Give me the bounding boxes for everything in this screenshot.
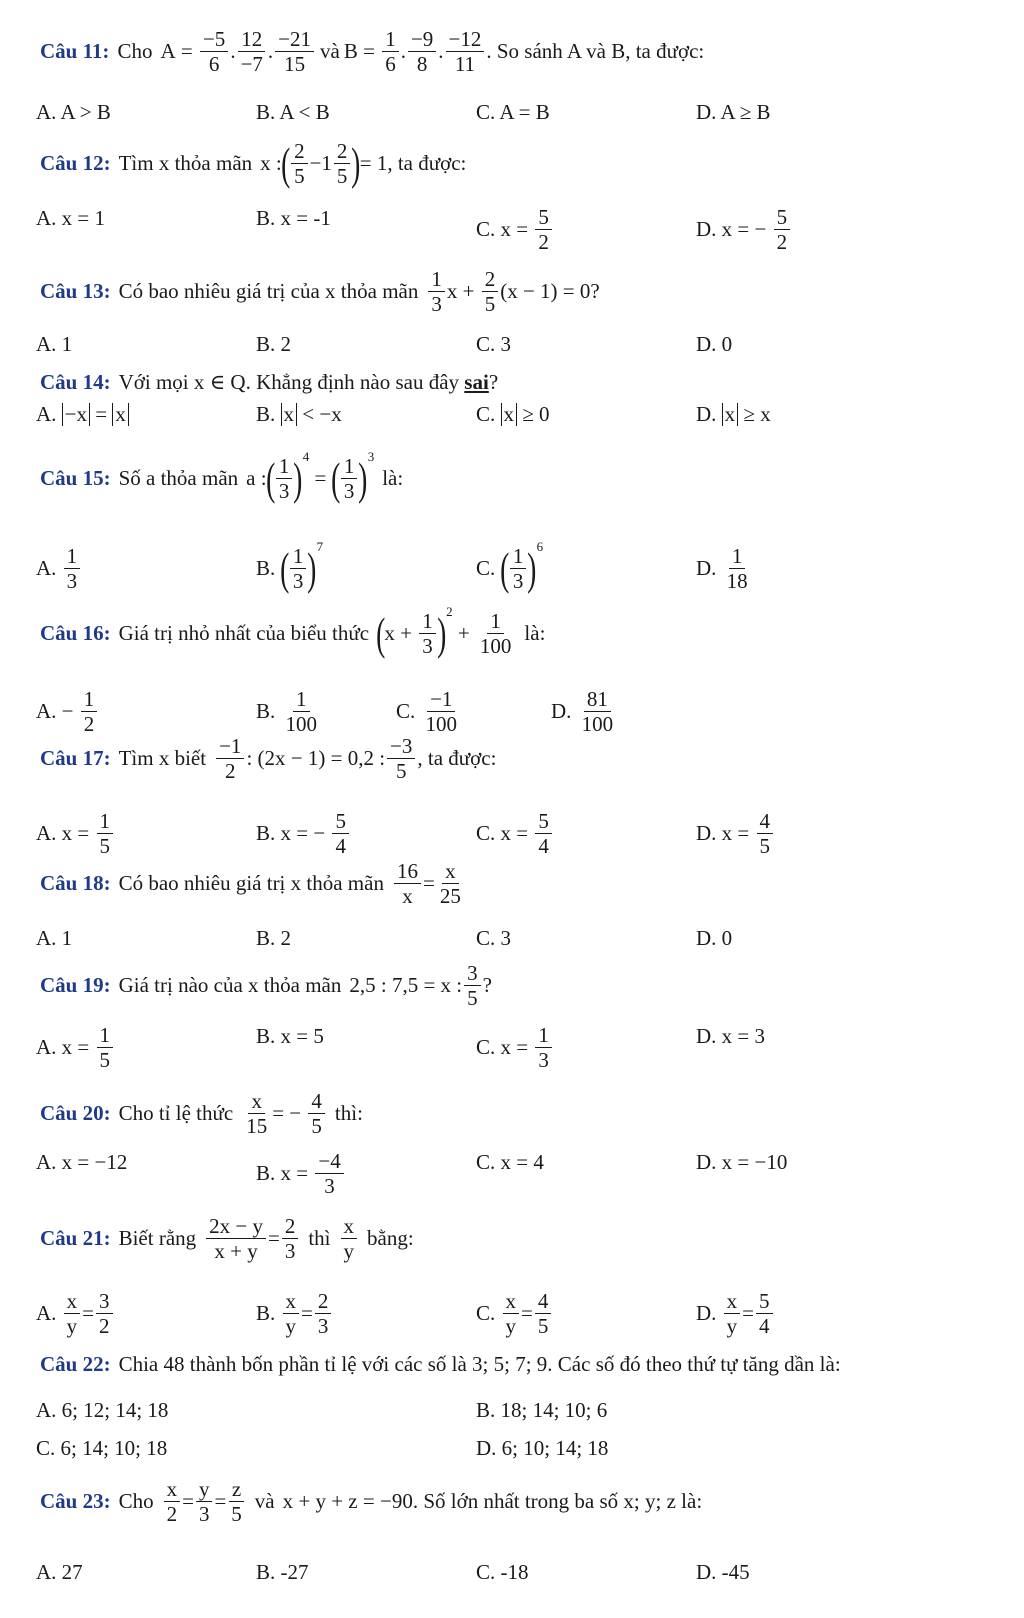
option-b[interactable]: B. x = −4 3: [256, 1150, 346, 1197]
option-c[interactable]: C. -18: [476, 1560, 529, 1584]
option-a[interactable]: A. 6; 12; 14; 18: [36, 1398, 169, 1422]
option-d[interactable]: D. 0: [696, 332, 733, 356]
emphasis: sai: [464, 370, 489, 394]
option-b[interactable]: B. x < −x: [256, 402, 342, 427]
option-a[interactable]: A. −x = x: [36, 402, 129, 427]
option-d[interactable]: D. x = −10: [696, 1150, 788, 1174]
question-19: Câu 19: Giá trị nào của x thỏa mãn 2,5 : 7,5 = x : 3 5 ?: [40, 961, 492, 1011]
option-a[interactable]: A. 27: [36, 1560, 83, 1584]
option-a[interactable]: A. x = 1 5: [36, 810, 115, 857]
option-b[interactable]: B. x y = 2 3: [256, 1290, 333, 1337]
option-c[interactable]: C. x = 5 2: [476, 206, 554, 253]
option-c[interactable]: C. x y = 4 5: [476, 1290, 553, 1337]
option-b[interactable]: B. x = -1: [256, 206, 331, 230]
option-d[interactable]: D. 6; 10; 14; 18: [476, 1436, 609, 1460]
question-23: Câu 23: Cho x 2 = y 3 = z 5 và x + y + z = −90 . Số lớn nhất trong ba số x; y; z là:: [40, 1477, 703, 1527]
equation: 16 x = x 25: [392, 860, 466, 907]
option-a[interactable]: A. A > B: [36, 100, 111, 124]
question-13: Câu 13: Có bao nhiêu giá trị của x thỏa mãn 1 3 x + 2 5 (x − 1) = 0 ?: [40, 267, 600, 317]
equation: 2x − y x + y = 2 3: [204, 1215, 300, 1262]
option-b[interactable]: B. 2: [256, 332, 292, 356]
option-c[interactable]: C. x = 5 4: [476, 810, 554, 857]
option-a[interactable]: A. 1: [36, 332, 73, 356]
equation: a : ( 1 3 ) 4 = ( 1 3 ) 3: [246, 448, 375, 504]
question-17: Câu 17: Tìm x biết −1 2 : (2x − 1) = 0,2 : −3 5 , ta được:: [40, 734, 497, 784]
option-d[interactable]: D. -45: [696, 1560, 750, 1584]
option-a[interactable]: A. 1: [36, 926, 73, 950]
option-c[interactable]: C. −1 100: [396, 687, 458, 737]
option-b[interactable]: B. 18; 14; 10; 6: [476, 1398, 608, 1422]
option-c[interactable]: C. x = 1 3: [476, 1024, 554, 1071]
option-d[interactable]: D. 81 100: [551, 687, 614, 737]
question-11: Câu 11: Cho A = −5 6 . 12 −7 . −21 15 và B = 1 6 . −9 8 . −12 11 . So sánh A và B, ta được:: [40, 27, 705, 77]
question-22: Câu 22: Chia 48 thành bốn phần tỉ lệ với các số là 3; 5; 7; 9. Các số đó theo thứ tự tăng dần là:: [40, 1352, 841, 1376]
question-20: Câu 20: Cho tỉ lệ thức x 15 = − 4 5 thì:: [40, 1089, 363, 1139]
option-d[interactable]: D. x = 4 5: [696, 810, 775, 857]
option-c[interactable]: C. x ≥ 0: [476, 402, 550, 427]
option-c[interactable]: C. 6; 14; 10; 18: [36, 1436, 168, 1460]
question-14: Câu 14: Với mọi x ∈ Q. Khẳng định nào sau đây sai ?: [40, 370, 499, 394]
option-d[interactable]: D. A ≥ B: [696, 100, 771, 124]
option-a[interactable]: A. − 1 2: [36, 688, 99, 735]
option-a[interactable]: A. x = −12: [36, 1150, 128, 1174]
equation: x : ( 2 5 −1 2 5 ) = 1: [260, 137, 388, 189]
option-b[interactable]: B. 1 100: [256, 687, 318, 737]
option-a[interactable]: A. x = 1: [36, 206, 106, 230]
option-a[interactable]: A. x = 1 5: [36, 1024, 115, 1071]
option-c[interactable]: C. x = 4: [476, 1150, 544, 1174]
question-15: Câu 15: Số a thỏa mãn a : ( 1 3 ) 4 = ( 1 3 ) 3 là:: [40, 448, 404, 504]
option-d[interactable]: D. x y = 5 4: [696, 1290, 775, 1337]
option-d[interactable]: D. 1 18: [696, 544, 748, 594]
equation: 1 3 x + 2 5 (x − 1) = 0: [426, 268, 590, 315]
option-d[interactable]: D. x ≥ x: [696, 402, 771, 427]
option-d[interactable]: D. x = − 5 2: [696, 206, 792, 253]
equation: −1 2 : (2x − 1) = 0,2 : −3 5: [214, 735, 417, 782]
option-c[interactable]: C. ( 1 3 ) 6: [476, 538, 544, 594]
option-a[interactable]: A. 1 3: [36, 545, 82, 592]
equation: x 2 = y 3 = z 5: [162, 1478, 247, 1525]
option-b[interactable]: B. 2: [256, 926, 292, 950]
option-c[interactable]: C. 3: [476, 332, 512, 356]
option-b[interactable]: B. A < B: [256, 100, 330, 124]
option-b[interactable]: B. ( 1 3 ) 7: [256, 538, 324, 594]
option-b[interactable]: B. x = 5: [256, 1024, 324, 1048]
equation: x 15 = − 4 5: [241, 1090, 327, 1137]
option-c[interactable]: C. A = B: [476, 100, 550, 124]
question-21: Câu 21: Biết rằng 2x − y x + y = 2 3 thì x y bằng:: [40, 1214, 414, 1264]
question-label: Câu 11:: [40, 39, 110, 64]
option-b[interactable]: B. -27: [256, 1560, 309, 1584]
expression: ( x + 1 3 ) 2 + 1 100: [376, 603, 512, 659]
expr-a: A = −5 6 . 12 −7 . −21 15: [160, 28, 316, 75]
question-16: Câu 16: Giá trị nhỏ nhất của biểu thức ( x + 1 3 ) 2 + 1 100 là:: [40, 603, 546, 659]
question-18: Câu 18: Có bao nhiêu giá trị x thỏa mãn 16 x = x 25: [40, 860, 466, 907]
option-c[interactable]: C. 3: [476, 926, 512, 950]
option-b[interactable]: B. x = − 5 4: [256, 810, 351, 857]
option-a[interactable]: A. x y = 3 2: [36, 1290, 115, 1337]
option-d[interactable]: D. 0: [696, 926, 733, 950]
expr-b: B = 1 6 . −9 8 . −12 11: [344, 28, 487, 75]
equation: 2,5 : 7,5 = x : 3 5: [349, 962, 482, 1009]
option-d[interactable]: D. x = 3: [696, 1024, 766, 1048]
question-12: Câu 12: Tìm x thỏa mãn x : ( 2 5 −1 2 5 ) = 1 , ta được:: [40, 137, 467, 189]
